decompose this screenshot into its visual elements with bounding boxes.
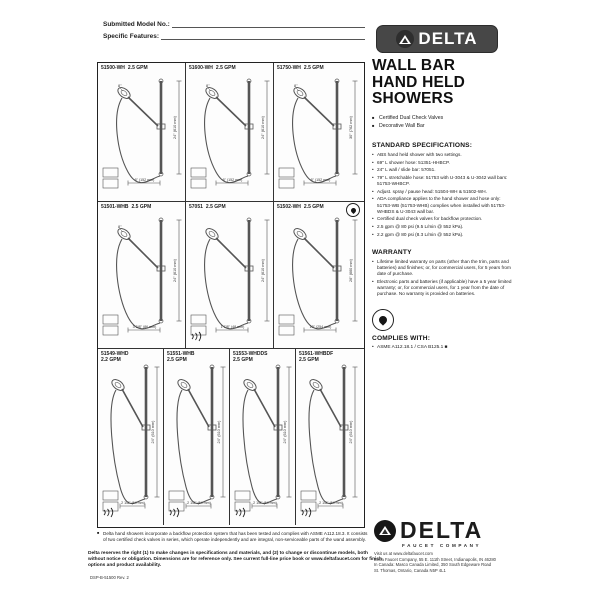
svg-text:24" (610 mm): 24" (610 mm) xyxy=(151,420,155,444)
svg-text:6" (152 mm): 6" (152 mm) xyxy=(134,178,155,182)
address-line: Delta Faucet Company, 55 E. 111th Street, Indianapolis, IN 46280 xyxy=(374,556,496,562)
svg-text:2 1/2" (64 mm): 2 1/2" (64 mm) xyxy=(187,501,211,505)
complies-block xyxy=(372,309,514,350)
svg-text:3 3/8" (86 mm): 3 3/8" (86 mm) xyxy=(132,325,157,329)
complies-item: • ASME A112.18.1 / CSA B125.1 ■ xyxy=(372,345,514,350)
warranty-list xyxy=(372,259,514,297)
delta-triangle-icon xyxy=(396,30,414,48)
svg-text:24" (610 mm): 24" (610 mm) xyxy=(283,420,287,444)
product-cell-51561-WHBDF xyxy=(296,349,362,525)
model-number: 51502-WH xyxy=(277,204,301,210)
flow-rate: 2.2 GPM xyxy=(101,357,121,363)
product-cell-header xyxy=(98,202,185,210)
flow-rate: 2.5 GPM xyxy=(131,204,152,210)
submitted-model-row xyxy=(103,21,365,28)
address-line: In Canada: Masco Canada Limited, 350 South Edgeware Road xyxy=(374,562,492,568)
feature-bullet: ■ Certified Dual Check Valves xyxy=(372,115,514,123)
delta-wordmark: DELTA xyxy=(400,517,484,543)
flow-rate: 2.5 GPM xyxy=(127,65,148,71)
complies-heading: COMPLIES WITH: xyxy=(372,335,431,343)
svg-text:24" (610 mm): 24" (610 mm) xyxy=(261,259,265,282)
svg-text:1 7/8" (48 mm): 1 7/8" (48 mm) xyxy=(220,325,245,329)
product-cell-57051 xyxy=(186,202,274,348)
spec-item: • Certified dual check valves for backflow protection. xyxy=(372,216,514,222)
product-cell-51502-WH xyxy=(274,202,362,348)
product-cell-51501-WHB xyxy=(98,202,186,348)
grid-row-2 xyxy=(98,202,364,349)
grid-row-1 xyxy=(98,63,364,202)
svg-text:6" (152 mm): 6" (152 mm) xyxy=(310,178,331,182)
svg-text:10" (254 mm): 10" (254 mm) xyxy=(309,325,332,329)
flow-rate: 2.5 GPM xyxy=(303,65,324,71)
spec-item: • 2.2 gpm @ 80 psi (8.3 L/min @ 552 kPa). xyxy=(372,232,514,238)
address-line: Visit us at www.deltafaucet.com xyxy=(374,551,433,556)
product-cell-header xyxy=(98,63,185,71)
svg-text:24" (610 mm): 24" (610 mm) xyxy=(261,116,265,139)
specific-features-blank xyxy=(161,33,365,40)
document-code: DSP-B-51500 Rev. 2 xyxy=(90,575,129,580)
flow-rate: 2.5 GPM xyxy=(167,357,187,363)
disclaimer-footnote: Delta reserves the right (1) to make changes in specifications and materials, and (2) to change or discontinue models, both without notice or obligation. Dimensions are for reference only. See current full-line price book or www.deltafaucet.com for finish options and product availability. xyxy=(88,551,382,568)
spec-item: • ADA compliance applies to the hand shower and hose only: 51753-WB (51753-WHB) complies when installed with 51753-WHBDS & U-3043 wall bar. xyxy=(372,196,514,214)
svg-text:24" (610 mm): 24" (610 mm) xyxy=(349,420,353,444)
water-drop-icon xyxy=(372,309,394,331)
submittal-form xyxy=(103,21,365,45)
model-number: 51551-WHB xyxy=(167,351,195,357)
warranty-item: • Lifetime limited warranty on parts (other than the trim, parts and batteries) and finishes; or, for commercial users, for 5 years from date of purchase. xyxy=(372,259,514,277)
product-cell-header xyxy=(186,202,273,210)
product-cell-51553-WHDDS xyxy=(230,349,296,525)
svg-text:24" (610 mm): 24" (610 mm) xyxy=(173,116,177,139)
delta-logo-bottom xyxy=(374,519,514,574)
model-number: 51561-WHBDF xyxy=(299,351,334,357)
title-line-1: WALL BAR xyxy=(372,57,456,74)
backflow-footnote: ■ Delta hand showers incorporate a backflow protection system that has been tested and complies with ASME A112.18.3. It consists of two certified check valves in series, which operate independently and are integral, non-serviceable parts of the wand assembly. xyxy=(97,531,371,543)
svg-text:2 1/2" (64 mm): 2 1/2" (64 mm) xyxy=(121,501,145,505)
specific-features-row xyxy=(103,33,365,40)
feature-bullets xyxy=(372,115,514,131)
specs-heading: STANDARD SPECIFICATIONS: xyxy=(372,141,473,149)
delta-wordmark: DELTA xyxy=(418,29,478,48)
svg-text:6" (152 mm): 6" (152 mm) xyxy=(222,178,243,182)
product-cell-header xyxy=(186,63,273,71)
svg-text:30" (762 mm): 30" (762 mm) xyxy=(349,116,353,139)
flow-rate: 2.5 GPM xyxy=(299,357,319,363)
product-cell-51500-WH xyxy=(98,63,186,201)
delta-logo-top xyxy=(376,25,498,53)
flow-rate: 2.5 GPM xyxy=(303,204,324,210)
model-number: 51500-WH xyxy=(101,65,125,71)
specs-list xyxy=(372,152,514,238)
right-column xyxy=(372,58,514,350)
spec-item: • Adjust. spray / pause head: 51504-WH & 51502-WH. xyxy=(372,189,514,195)
svg-text:2 1/2" (64 mm): 2 1/2" (64 mm) xyxy=(319,501,343,505)
model-number: 51750-WH xyxy=(277,65,301,71)
model-number: 57051 xyxy=(189,204,203,210)
spec-item: • 79" L stretchable hose: 51753 with U-3043 & U-3042 wall bars: 51753-WHBCP. xyxy=(372,175,514,187)
svg-text:26" (660 mm): 26" (660 mm) xyxy=(349,259,353,282)
model-number: 51549-WHD xyxy=(101,351,129,357)
page-title xyxy=(372,58,514,108)
product-grid xyxy=(97,62,365,528)
product-cell-51600-WH xyxy=(186,63,274,201)
title-line-2: HAND HELD xyxy=(372,73,466,91)
product-cell-header xyxy=(274,63,362,71)
feature-bullet: ■ Decorative Wall Bar xyxy=(372,123,514,131)
spec-item: • ABS hand held shower with two settings. xyxy=(372,152,514,158)
product-cell-51551-WHB xyxy=(164,349,230,525)
svg-text:8": 8" xyxy=(294,84,298,88)
grid-row-3 xyxy=(98,349,364,525)
svg-text:24" (610 mm): 24" (610 mm) xyxy=(173,259,177,282)
model-number: 51600-WH xyxy=(189,65,213,71)
svg-text:8": 8" xyxy=(118,84,122,88)
footer-address xyxy=(374,551,514,574)
submitted-model-blank xyxy=(172,21,365,28)
spec-item: • 24" L wall / slide bar: 57051. xyxy=(372,167,514,173)
spec-item: • 2.5 gpm @ 80 psi (9.5 L/min @ 552 kPa). xyxy=(372,224,514,230)
warranty-heading: WARRANTY xyxy=(372,248,412,256)
delta-triangle-icon xyxy=(374,520,396,542)
svg-text:2 1/2" (64 mm): 2 1/2" (64 mm) xyxy=(253,501,277,505)
title-line-3: SHOWERS xyxy=(372,90,454,108)
specific-features-label: Specific Features: xyxy=(103,33,159,40)
product-cell-51549-WHD xyxy=(98,349,164,525)
svg-text:8": 8" xyxy=(118,225,122,229)
product-cell-51750-WH xyxy=(274,63,362,201)
svg-text:24" (610 mm): 24" (610 mm) xyxy=(217,420,221,444)
warranty-item: • Electronic parts and batteries (if applicable) have a 5 year limited warranty; or, for commercial users, for 1 year from the date of purchase. No warranty is provided on batteries. xyxy=(372,279,514,297)
flow-rate: 2.5 GPM xyxy=(233,357,253,363)
address-line: St. Thomas, Ontario, Canada N5P 4L1 xyxy=(374,568,446,574)
flow-rate: 2.5 GPM xyxy=(205,204,226,210)
model-number: 51553-WHDDS xyxy=(233,351,268,357)
flow-rate: 2.5 GPM xyxy=(215,65,236,71)
svg-text:8": 8" xyxy=(206,84,210,88)
brand-tagline: FAUCET COMPANY xyxy=(402,543,482,548)
submitted-model-label: Submitted Model No.: xyxy=(103,21,170,28)
model-number: 51501-WHB xyxy=(101,204,129,210)
water-drop-icon xyxy=(346,203,360,217)
spec-item: • 69" L shower hose: 51351-HHBCP. xyxy=(372,160,514,166)
